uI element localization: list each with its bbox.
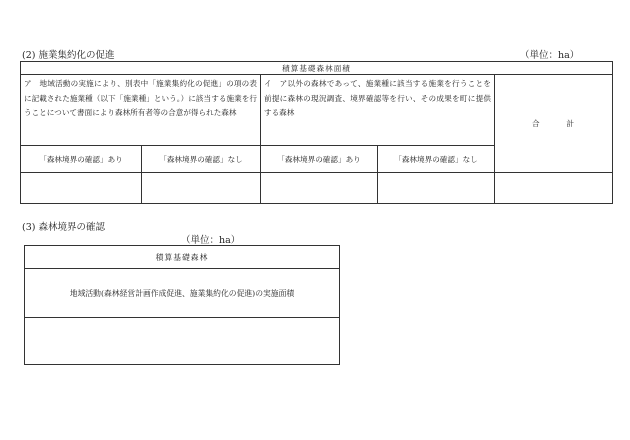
section2-title: (2) 施業集約化の促進 <box>22 50 115 61</box>
activity-area-label: 地域活動(森林経営計画作成促進、施業集約化の促進)の実施面積 <box>25 269 340 318</box>
value-cell-activity <box>25 318 340 365</box>
value-cell-a-no <box>142 173 261 204</box>
table-header: 積算基礎森林面積 <box>21 62 613 75</box>
total-label: 合 計 <box>495 75 613 173</box>
category-i-description: イ ア以外の森林であって、施業種に該当する施業を行うことを前提に森林の現況調査、境界確認等を行い、その成果を町に提供する森林 <box>261 75 495 146</box>
category-a-description: ア 地域活動の実施により、別表中「施業集約化の促進」の項の表に記載された施業種（以下「施業種」という。）に該当する施業を行うことについて書面により森林所有者等の合意が得られた森林 <box>21 75 261 146</box>
table2-header: 積算基礎森林 <box>25 246 340 269</box>
boundary-confirmation-table <box>24 245 340 365</box>
value-cell-a-yes <box>21 173 142 204</box>
section3-unit: （単位：ha） <box>181 235 241 246</box>
subheader-i-boundary-not-confirmed: 「森林境界の確認」なし <box>378 146 495 173</box>
forest-area-table <box>20 61 613 204</box>
subheader-a-boundary-not-confirmed: 「森林境界の確認」なし <box>142 146 261 173</box>
section3-title: (3) 森林境界の確認 <box>22 222 105 233</box>
subheader-a-boundary-confirmed: 「森林境界の確認」あり <box>21 146 142 173</box>
value-cell-total <box>495 173 613 204</box>
section2-unit: （単位：ha） <box>520 50 580 61</box>
value-cell-i-yes <box>261 173 378 204</box>
subheader-i-boundary-confirmed: 「森林境界の確認」あり <box>261 146 378 173</box>
value-cell-i-no <box>378 173 495 204</box>
